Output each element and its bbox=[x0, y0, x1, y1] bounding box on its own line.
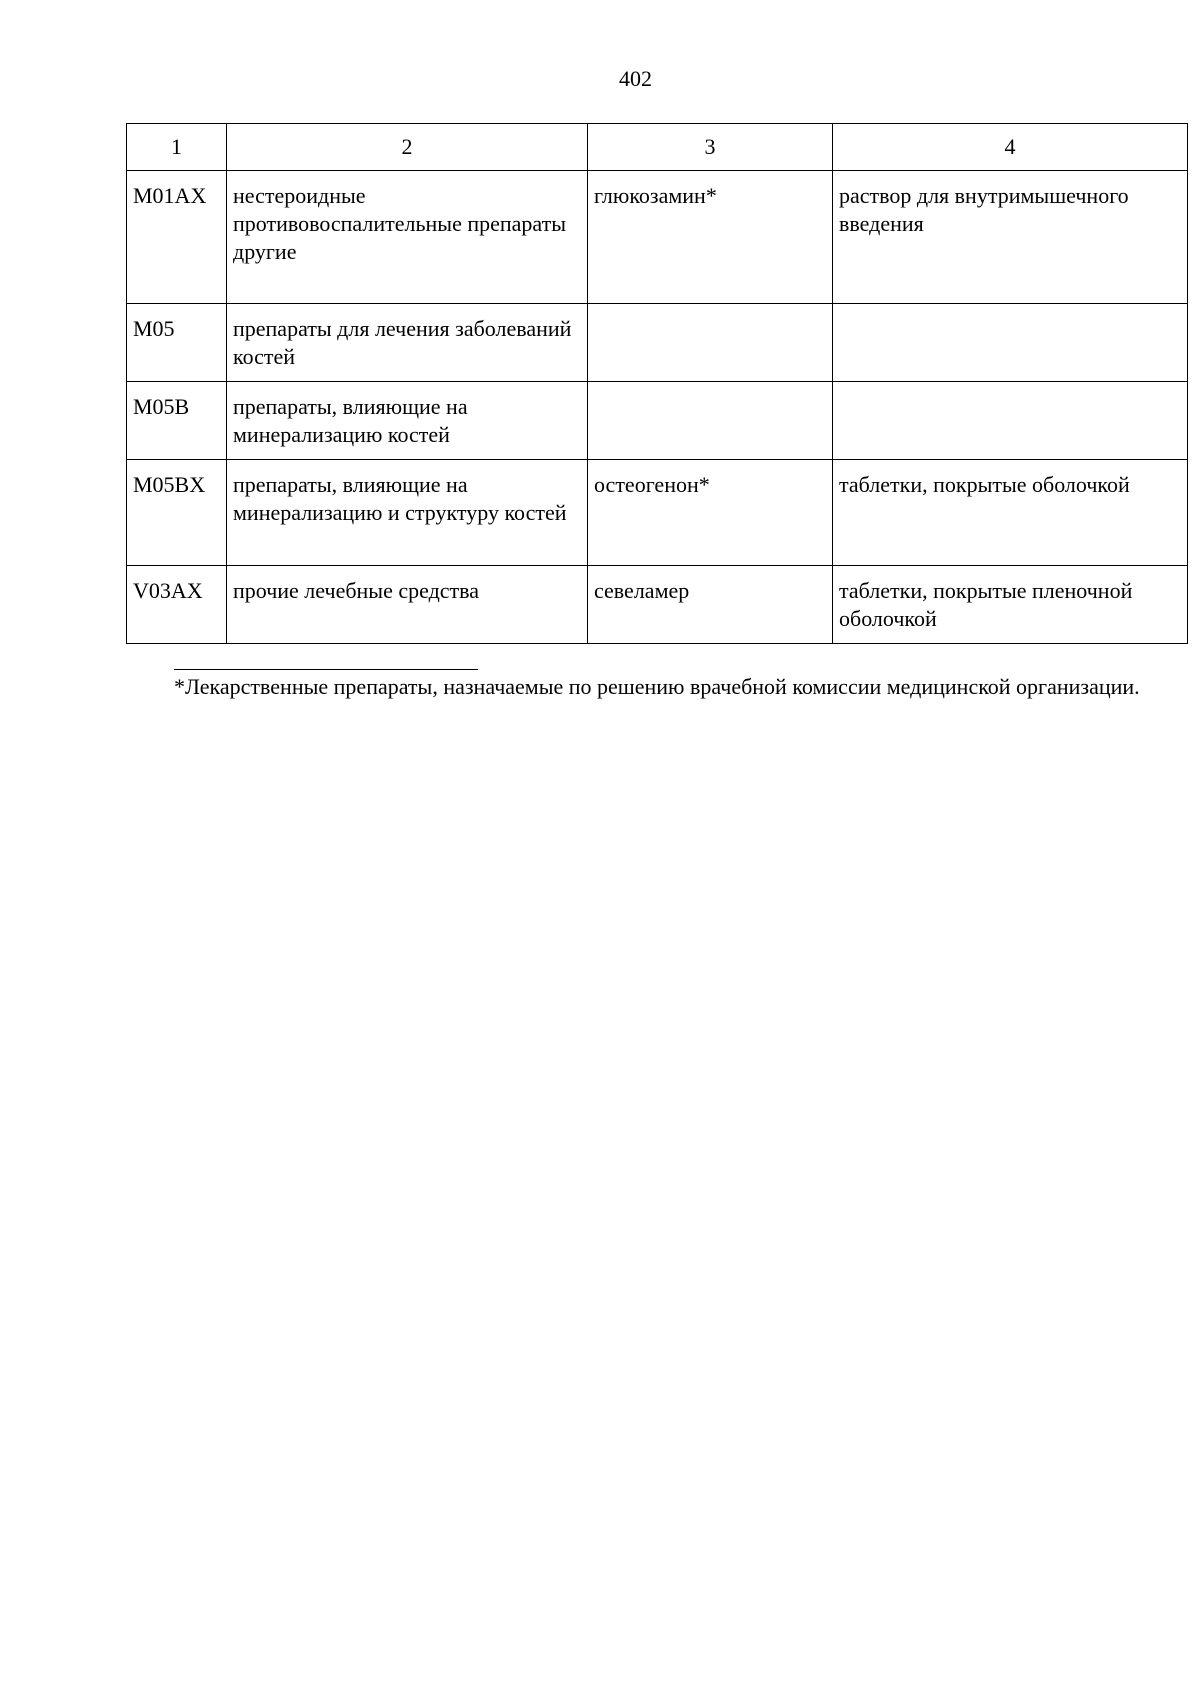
drug-name-cell: остеогенон* bbox=[588, 460, 833, 566]
header-cell-group: 2 bbox=[227, 124, 588, 171]
group-name-cell: препараты, влияющие на минерализацию и структуру костей bbox=[227, 460, 588, 566]
drug-name-cell: глюкозамин* bbox=[588, 171, 833, 304]
table-row bbox=[127, 460, 1188, 566]
table-header-row bbox=[127, 124, 1188, 171]
atc-code-cell: M05BX bbox=[127, 460, 227, 566]
dosage-form-cell: таблетки, покрытые оболочкой bbox=[833, 460, 1188, 566]
atc-code-cell: V03AX bbox=[127, 566, 227, 644]
drug-table bbox=[126, 123, 1188, 644]
dosage-form-cell bbox=[833, 304, 1188, 382]
drug-name-cell: севеламер bbox=[588, 566, 833, 644]
table-row bbox=[127, 566, 1188, 644]
group-name-cell: нестероидные противовоспалительные препараты другие bbox=[227, 171, 588, 304]
group-name-cell: прочие лечебные средства bbox=[227, 566, 588, 644]
dosage-form-cell: раствор для внутримышечного введения bbox=[833, 171, 1188, 304]
header-cell-code: 1 bbox=[127, 124, 227, 171]
atc-code-cell: M01AX bbox=[127, 171, 227, 304]
table-row bbox=[127, 304, 1188, 382]
header-cell-form: 4 bbox=[833, 124, 1188, 171]
table-row bbox=[127, 171, 1188, 304]
drug-name-cell bbox=[588, 304, 833, 382]
atc-code-cell: M05 bbox=[127, 304, 227, 382]
footnote-divider bbox=[174, 669, 478, 670]
atc-code-cell: M05B bbox=[127, 382, 227, 460]
table-row bbox=[127, 382, 1188, 460]
group-name-cell: препараты для лечения заболеваний костей bbox=[227, 304, 588, 382]
group-name-cell: препараты, влияющие на минерализацию костей bbox=[227, 382, 588, 460]
dosage-form-cell bbox=[833, 382, 1188, 460]
drug-name-cell bbox=[588, 382, 833, 460]
dosage-form-cell: таблетки, покрытые пленочной оболочкой bbox=[833, 566, 1188, 644]
footnote-text: *Лекарственные препараты, назначаемые по решению врачебной комиссии медицинской организации. bbox=[174, 674, 1140, 699]
header-cell-drug: 3 bbox=[588, 124, 833, 171]
page-number: 402 bbox=[619, 66, 652, 91]
